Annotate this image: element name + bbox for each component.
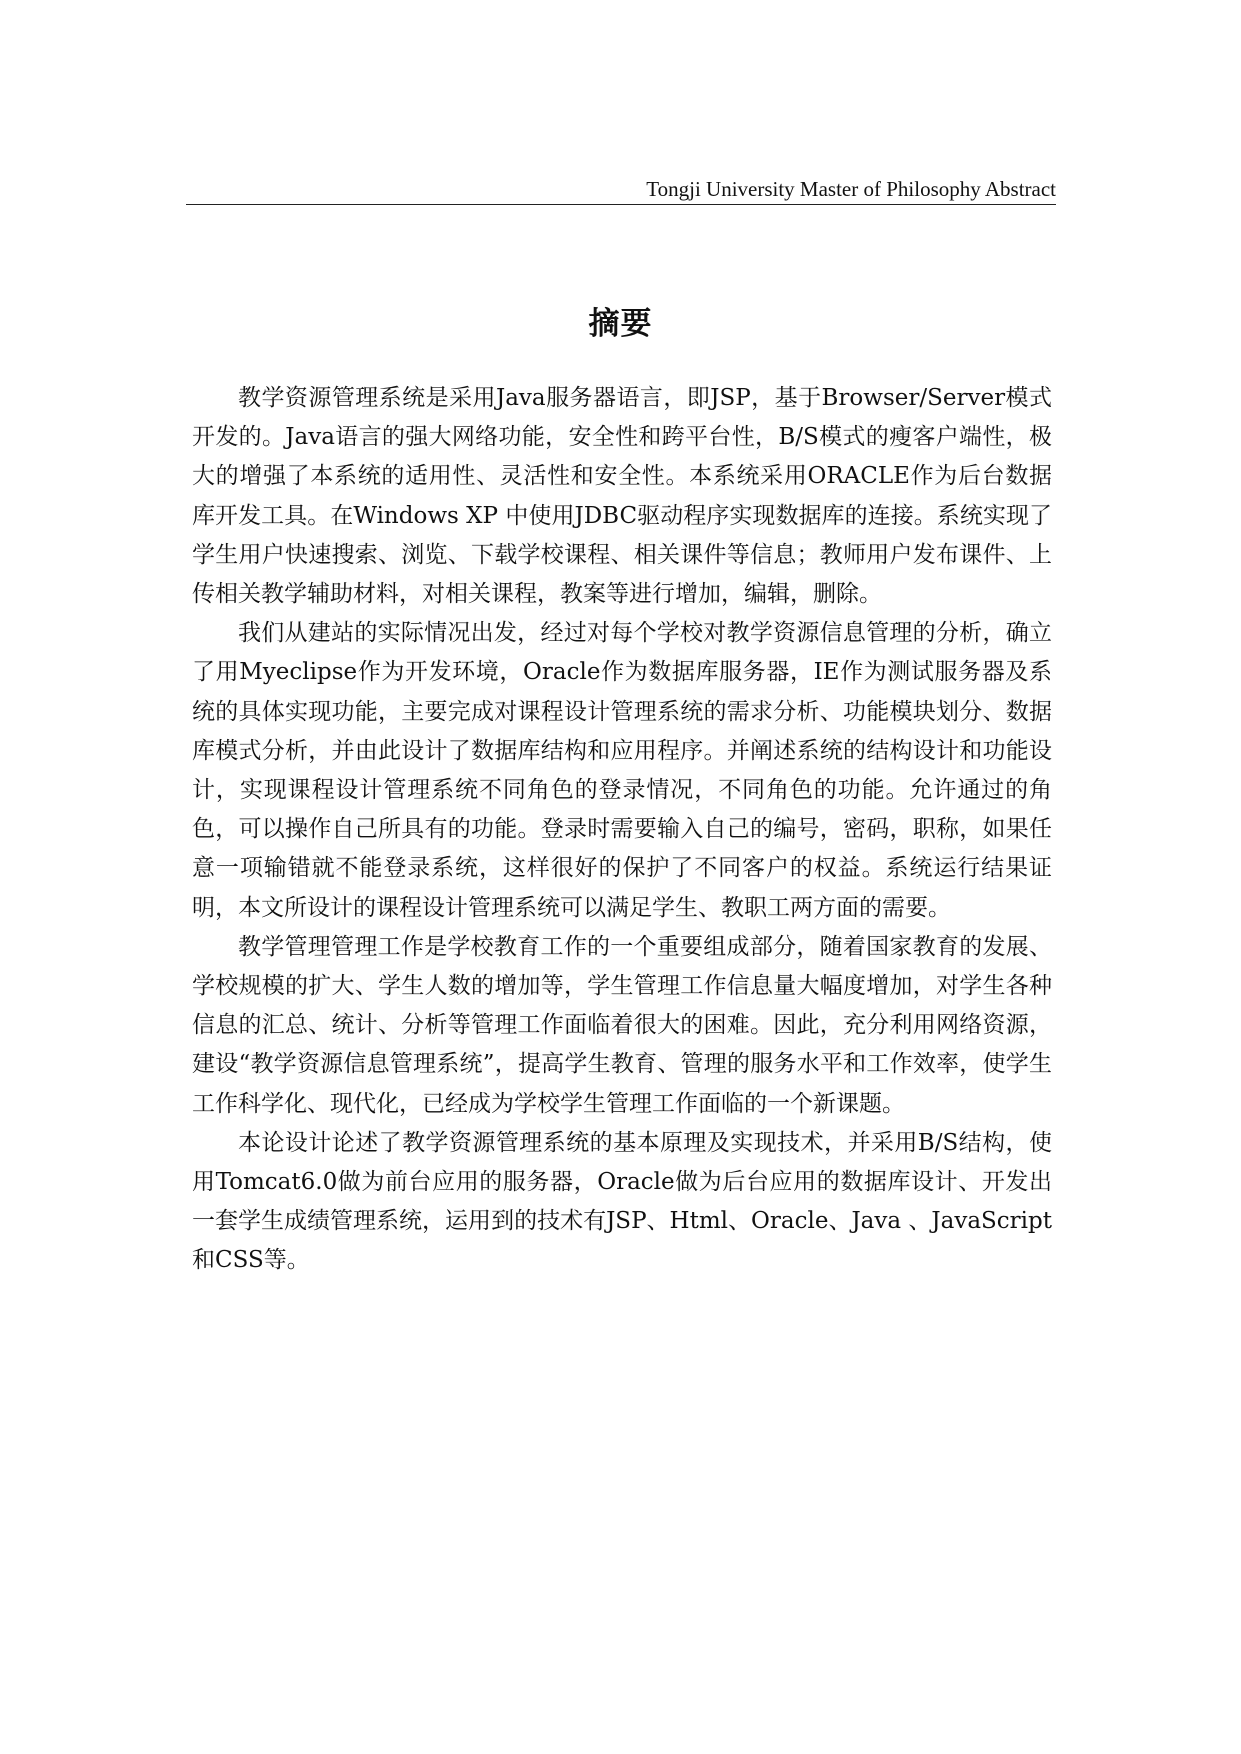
running-header	[186, 176, 1056, 205]
page-title: 摘要	[588, 305, 653, 342]
abstract-paragraph: 教学管理管理工作是学校教育工作的一个重要组成部分，随着国家教育的发展、学校规模的扩大、学生人数的增加等，学生管理工作信息量大幅度增加，对学生各种信息的汇总、统计、分析等管理工作面临着很大的困难。因此，充分利用网络资源，建设“教学资源信息管理系统”，提高学生教育、管理的服务水平和工作效率，使学生工作科学化、现代化，已经成为学校学生管理工作面临的一个新课题。	[192, 933, 1052, 1117]
abstract-paragraph: 我们从建站的实际情况出发，经过对每个学校对教学资源信息管理的分析，确立了用Myeclipse作为开发环境，Oracle作为数据库服务器，IE作为测试服务器及系统的具体实现功能，主要完成对课程设计管理系统的需求分析、功能模块划分、数据库模式分析，并由此设计了数据库结构和应用程序。并阐述系统的结构设计和功能设计，实现课程设计管理系统不同角色的登录情况，不同角色的功能。允许通过的角色，可以操作自己所具有的功能。登录时需要输入自己的编号，密码，职称，如果任意一项输错就不能登录系统，这样很好的保护了不同客户的权益。系统运行结果证明，本文所设计的课程设计管理系统可以满足学生、教职工两方面的需要。	[192, 620, 1052, 921]
abstract-paragraph: 教学资源管理系统是采用Java服务器语言，即JSP，基于Browser/Server模式开发的。Java语言的强大网络功能，安全性和跨平台性，B/S模式的瘦客户端性，极大的增强了本系统的适用性、灵活性和安全性。本系统采用ORACLE作为后台数据库开发工具。在Windows XP 中使用JDBC驱动程序实现数据库的连接。系统实现了学生用户快速搜索、浏览、下载学校课程、相关课件等信息；教师用户发布课件、上传相关教学辅助材料，对相关课程，教案等进行增加，编辑，删除。	[192, 385, 1052, 608]
abstract-body	[192, 379, 1052, 1281]
running-header-text: Tongji University Master of Philosophy Abstract	[646, 177, 1056, 201]
abstract-paragraph: 本论设计论述了教学资源管理系统的基本原理及实现技术，并采用B/S结构，使用Tomcat6.0做为前台应用的服务器，Oracle做为后台应用的数据库设计、开发出一套学生成绩管理系统，运用到的技术有JSP、Html、Oracle、Java 、JavaScript和CSS等。	[192, 1129, 1052, 1274]
